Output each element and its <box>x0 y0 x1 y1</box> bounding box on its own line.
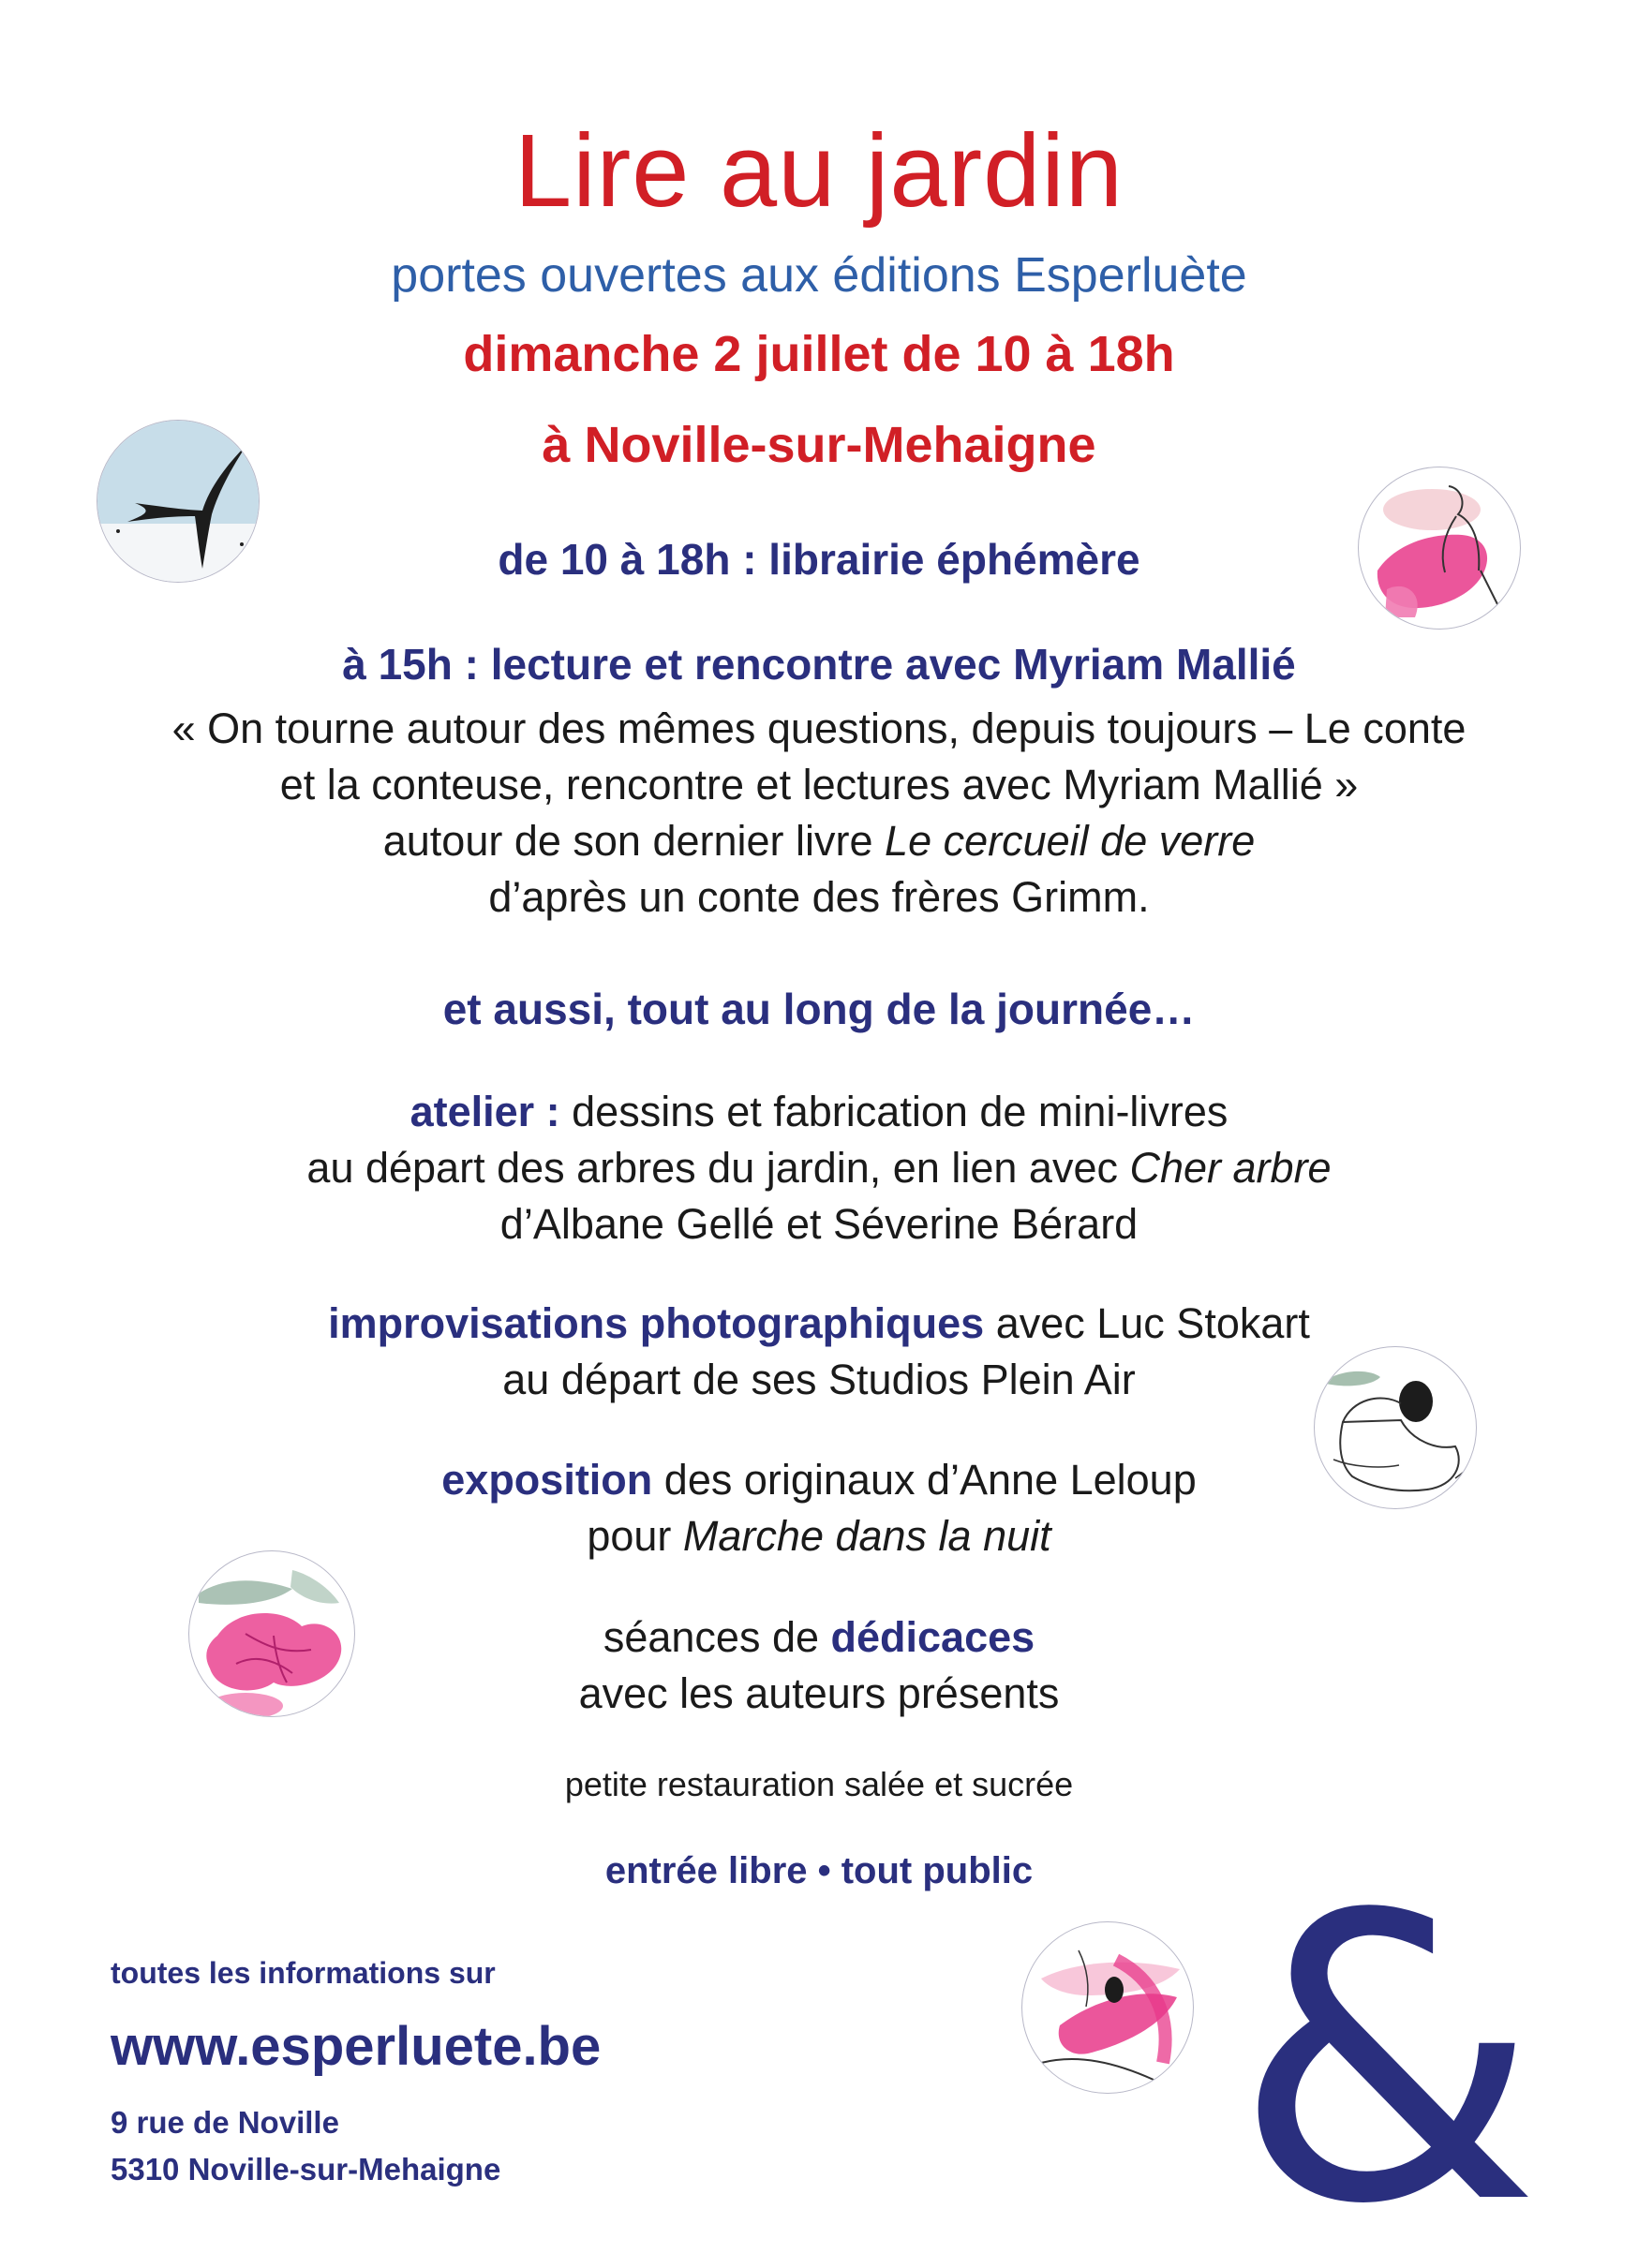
entry-line: entrée libre • tout public <box>604 1850 1034 1891</box>
photo-line-1 <box>0 1296 1638 1352</box>
bird-illustration <box>97 420 260 583</box>
signing-line-2: avec les auteurs présents <box>578 1669 1060 1717</box>
bookshop-heading: de 10 à 18h : librairie éphémère <box>498 535 1140 584</box>
figure-icon <box>1359 467 1520 629</box>
photo-keyword: improvisations photographiques <box>328 1299 985 1347</box>
pink-bird-illustration <box>1021 1921 1194 2094</box>
logo-glyph: & <box>1233 1860 1541 2234</box>
workshop-line-2-prefix: au départ des arbres du jardin, en lien avec <box>306 1144 1130 1192</box>
website-link[interactable]: www.esperluete.be <box>111 2016 602 2077</box>
reading-line-3-prefix: autour de son dernier livre <box>382 817 886 865</box>
expo-line-2-prefix: pour <box>587 1512 683 1560</box>
signing-prefix: séances de <box>603 1613 831 1661</box>
reading-heading: à 15h : lecture et rencontre avec Myriam Mallié <box>342 640 1296 689</box>
reading-line-2: et la conteuse, rencontre et lectures avec Myriam Mallié » <box>279 761 1359 808</box>
workshop-line-3: d’Albane Gellé et Séverine Bérard <box>499 1200 1139 1248</box>
signing-keyword: dédicaces <box>830 1613 1035 1661</box>
pink-bird-icon <box>1022 1922 1193 2093</box>
photo-line-1-rest: avec Luc Stokart <box>984 1299 1310 1347</box>
workshop-line-2 <box>0 1140 1638 1196</box>
book-title-cercueil: Le cercueil de verre <box>885 817 1256 865</box>
reading-line-4: d’après un conte des frères Grimm. <box>488 873 1150 921</box>
seated-figure-icon <box>1315 1347 1476 1508</box>
workshop-line-1-rest: dessins et fabrication de mini-livres <box>559 1088 1228 1135</box>
poster-title: Lire au jardin <box>514 113 1124 229</box>
address-line-1: 9 rue de Noville <box>111 2105 339 2140</box>
workshop-keyword: atelier : <box>410 1088 560 1135</box>
food-line: petite restauration salée et sucrée <box>564 1765 1074 1803</box>
reading-line-3 <box>0 813 1638 869</box>
also-heading: et aussi, tout au long de la journée… <box>442 985 1196 1033</box>
expo-keyword: exposition <box>441 1456 653 1504</box>
poster-subtitle: portes ouvertes aux éditions Esperluète <box>391 248 1247 303</box>
photo-line-2: au départ de ses Studios Plein Air <box>502 1356 1136 1403</box>
expo-line-1-rest: des originaux d’Anne Leloup <box>652 1456 1197 1504</box>
footer-label: toutes les informations sur <box>111 1956 496 1990</box>
flower-icon <box>189 1551 354 1716</box>
pink-flower-illustration <box>188 1550 355 1717</box>
event-date: dimanche 2 juillet de 10 à 18h <box>463 326 1175 382</box>
bird-icon <box>97 421 259 582</box>
pink-figure-illustration <box>1358 467 1521 630</box>
workshop-line-1 <box>0 1084 1638 1140</box>
reading-line-1: « On tourne autour des mêmes questions, depuis toujours – Le conte <box>171 704 1467 752</box>
seated-figure-illustration <box>1314 1346 1477 1509</box>
address-line-2: 5310 Noville-sur-Mehaigne <box>111 2152 501 2186</box>
ampersand-logo-icon <box>1218 1860 1556 2234</box>
book-title-marche: Marche dans la nuit <box>682 1512 1051 1560</box>
book-title-cher-arbre: Cher arbre <box>1129 1144 1332 1192</box>
event-place: à Noville-sur-Mehaigne <box>542 417 1096 473</box>
